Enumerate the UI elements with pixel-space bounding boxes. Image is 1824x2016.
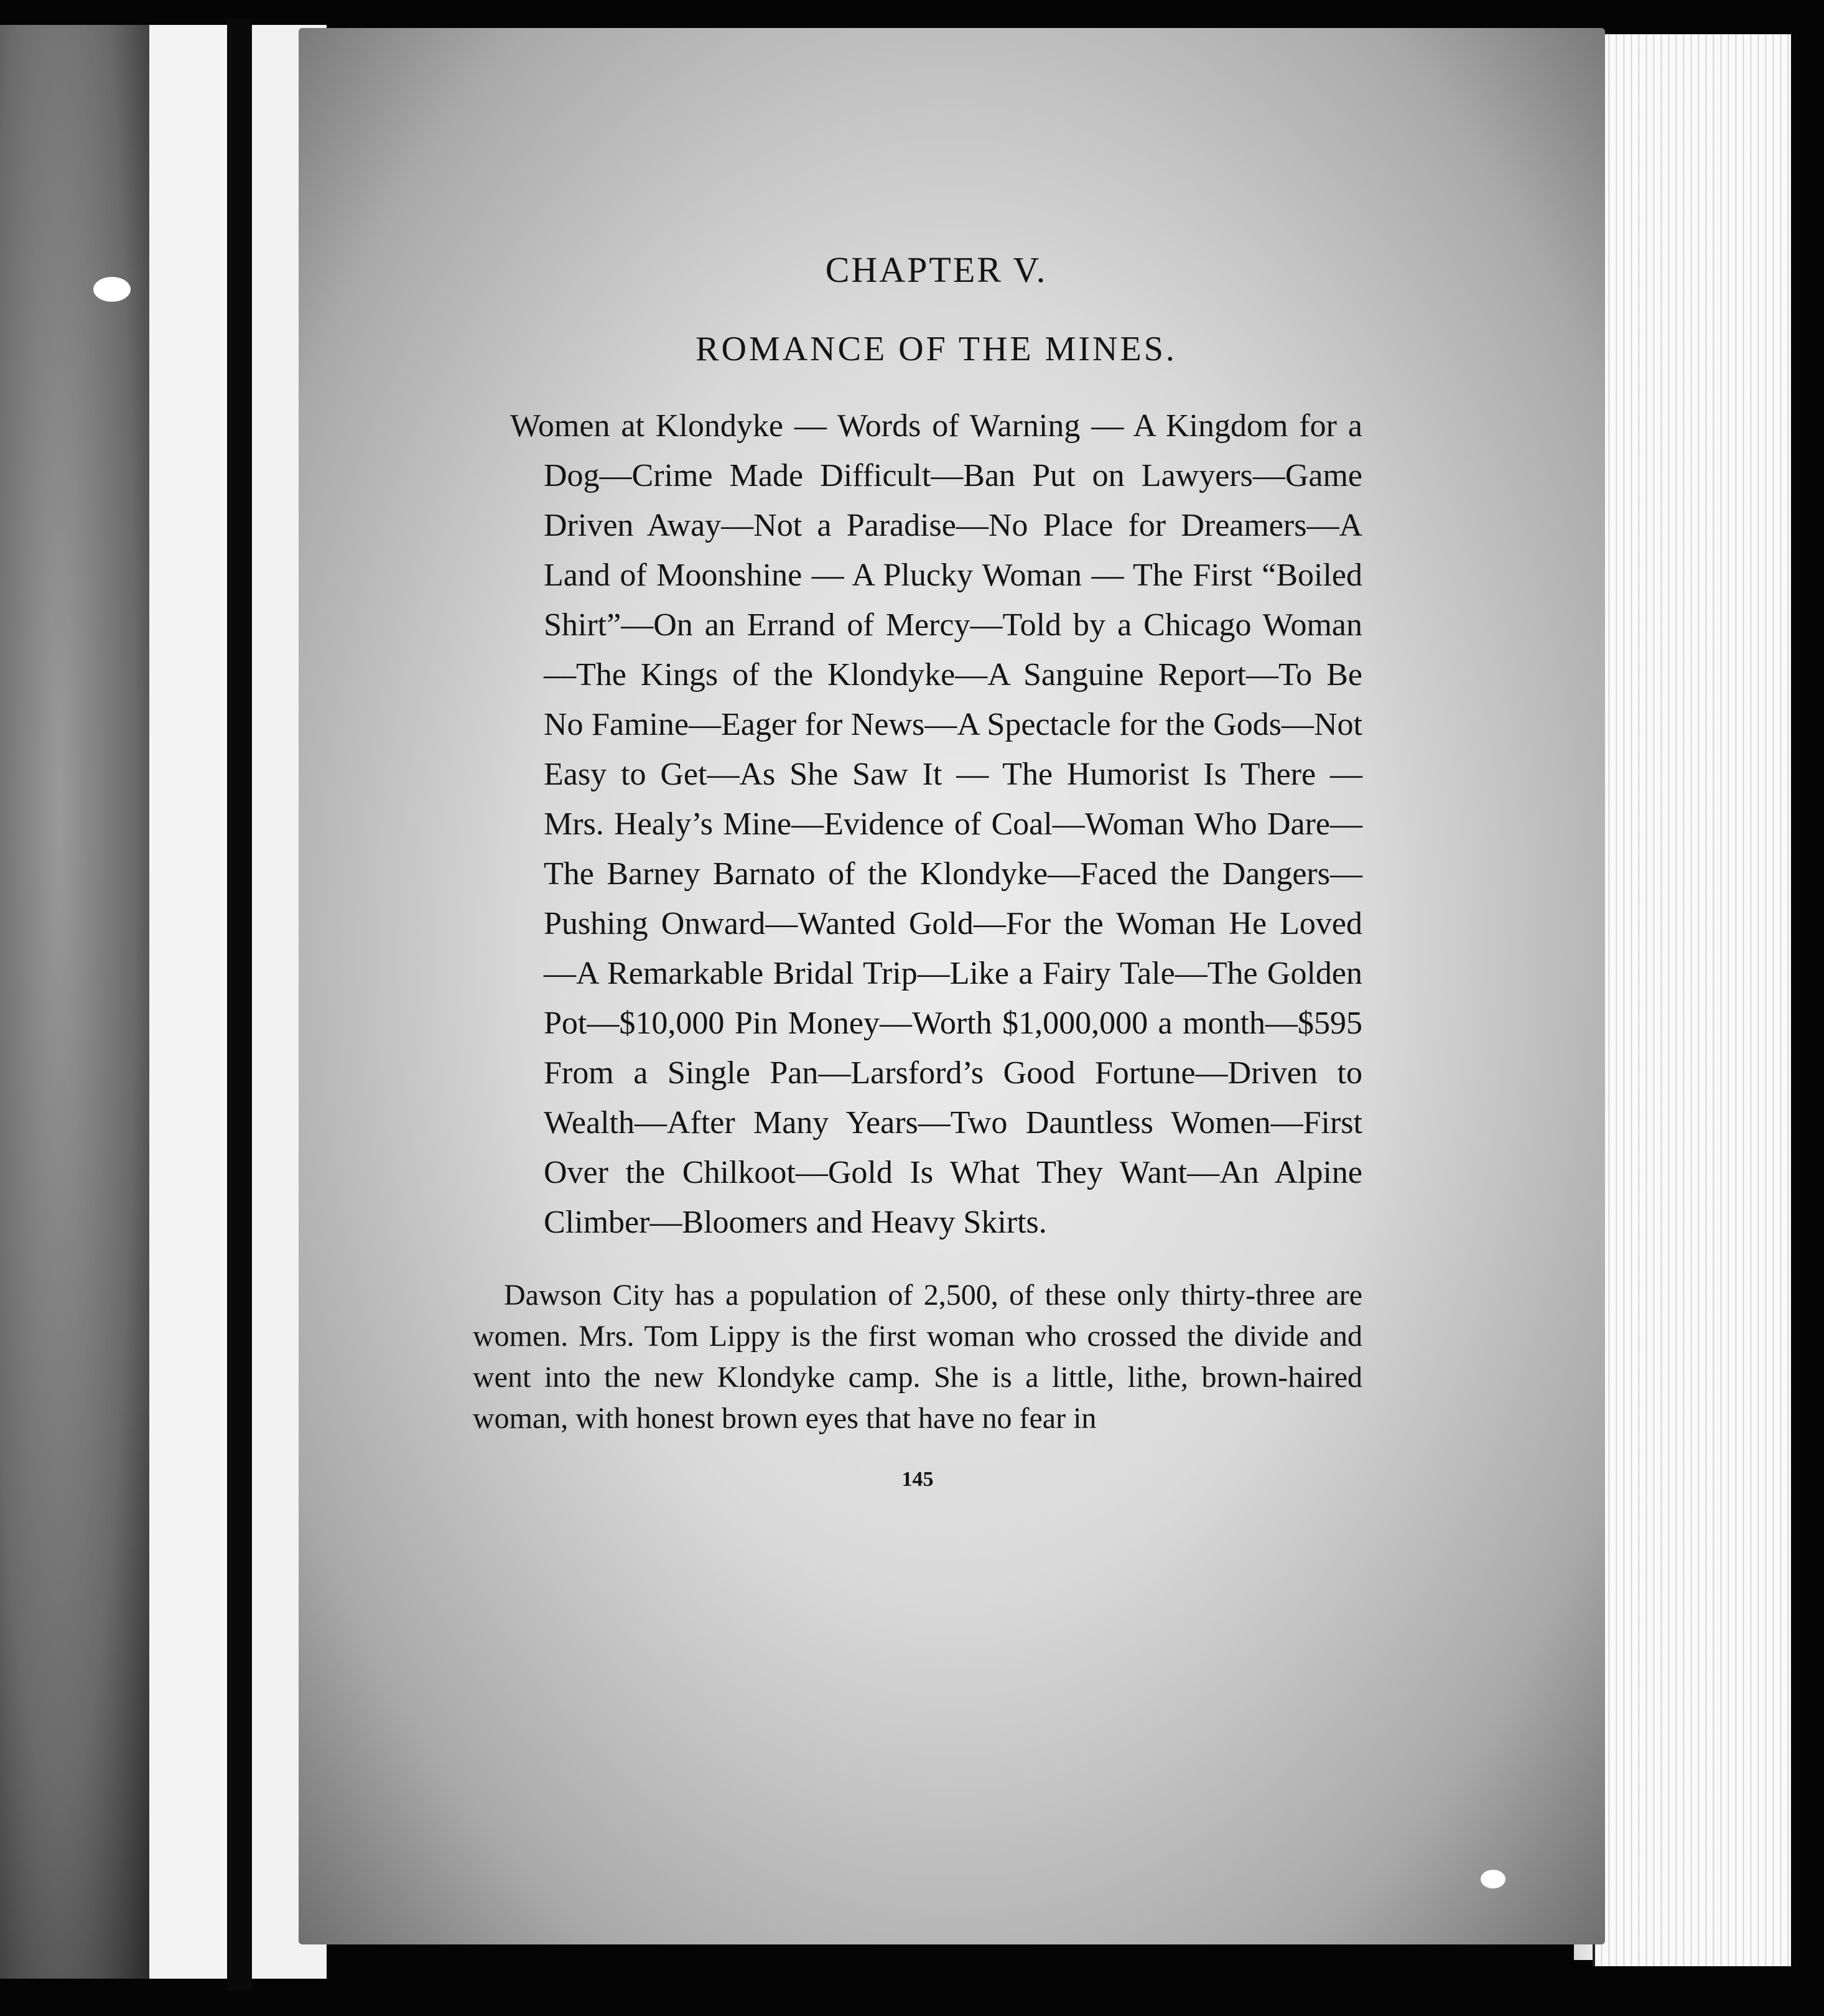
- book-page-edges: [1593, 34, 1791, 1966]
- chapter-number-heading: CHAPTER V.: [825, 250, 1048, 290]
- facing-page-margin: [149, 25, 227, 1979]
- scan-speck: [93, 277, 131, 302]
- facing-page-fragment: [0, 25, 149, 1979]
- chapter-synopsis: Women at Klondyke — Words of Warning — A Kingdom for a Dog—Crime Made Difficult—Ban Put on Lawyers—Game Driven Away—Not a Paradise—No Place for Dreamers—A Land of Moonshine — A Plucky Woman — The First “Boiled Shirt”—On an Errand of Mercy—Told by a Chicago Woman—The Kings of the Klondyke—A Sanguine Report—To Be No Famine—Eager for News—A Spectacle for the Gods—Not Easy to Get—As She Saw It — The Humorist Is There — Mrs. Healy’s Mine—Evidence of Coal—Woman Who Dare—The Barney Barnato of the Klondyke—Faced the Dangers—Pushing Onward—Wanted Gold—For the Woman He Loved—A Remarkable Bridal Trip—Like a Fairy Tale—The Golden Pot—$10,000 Pin Money—Worth $1,000,000 a month—$595 From a Single Pan—Larsford’s Good Fortune—Driven to Wealth—After Many Years—Two Dauntless Women—First Over the Chilkoot—Gold Is What They Want—An Alpine Climber—Bloomers and Heavy Skirts.: [510, 408, 1362, 1240]
- chapter-title: ROMANCE OF THE MINES.: [696, 330, 1177, 368]
- book-page: [299, 28, 1605, 1944]
- page-text: [473, 249, 1362, 1491]
- book-gutter: [227, 19, 252, 1991]
- body-paragraph: Dawson City has a population of 2,500, of these only thirty-three are women. Mrs. Tom Lippy is the first woman who crossed the divide and went into the new Klondyke camp. She is a little, lithe, brown-haired woman, with honest brown eyes that have no fear in: [473, 1279, 1362, 1435]
- scan-speck: [1481, 1870, 1505, 1888]
- page-number: 145: [901, 1468, 934, 1491]
